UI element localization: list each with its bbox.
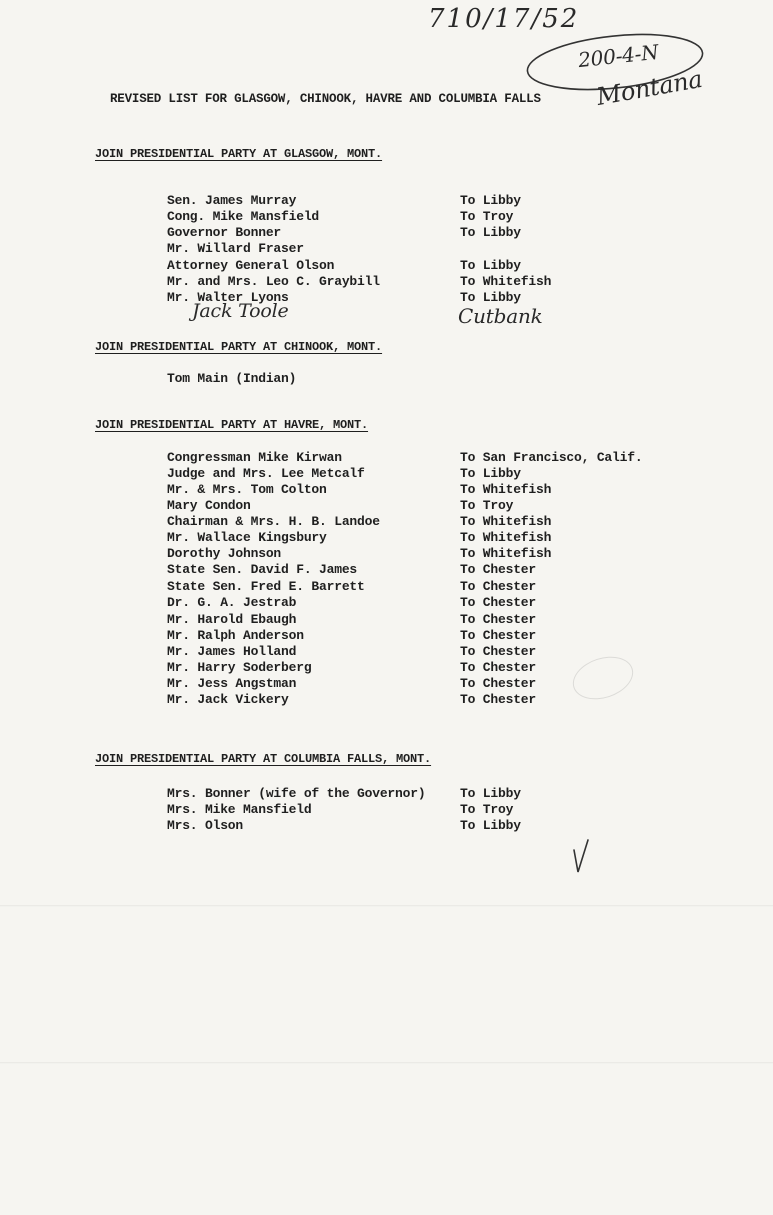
entry-name: Mrs. Bonner (wife of the Governor) [167, 786, 426, 801]
entry-destination: To Whitefish [460, 546, 552, 561]
entry-name: Sen. James Murray [167, 193, 297, 208]
entry-destination: To Chester [460, 595, 537, 610]
entry-name: Mr. and Mrs. Leo C. Graybill [167, 274, 380, 289]
entry-name: Chairman & Mrs. H. B. Landoe [167, 514, 380, 529]
entry-destination: To San Francisco, Calif. [460, 450, 643, 465]
entry-destination: To Libby [460, 290, 521, 305]
entry-name: Judge and Mrs. Lee Metcalf [167, 466, 365, 481]
handwritten-date: 710/17/52 [428, 4, 580, 34]
entry-destination: To Chester [460, 676, 537, 691]
section-heading-glasgow: JOIN PRESIDENTIAL PARTY AT GLASGOW, MONT. [95, 147, 383, 161]
entry-destination: To Whitefish [460, 514, 552, 529]
entry-destination: To Chester [460, 579, 537, 594]
entry-destination: To Chester [460, 612, 537, 627]
entry-name: Mary Condon [167, 498, 251, 513]
paper-fold [0, 905, 773, 907]
section-heading-chinook: JOIN PRESIDENTIAL PARTY AT CHINOOK, MONT. [95, 340, 383, 354]
entry-name: Congressman Mike Kirwan [167, 450, 342, 465]
entry-name: Mr. Jack Vickery [167, 692, 289, 707]
entry-name: Attorney General Olson [167, 258, 335, 273]
entry-destination: To Troy [460, 209, 514, 224]
page-title: REVISED LIST FOR GLASGOW, CHINOOK, HAVRE AND COLUMBIA FALLS [110, 92, 541, 106]
entry-destination: To Chester [460, 628, 537, 643]
entry-name: Mrs. Mike Mansfield [167, 802, 312, 817]
entry-name: State Sen. David F. James [167, 562, 358, 577]
entry-name: Dorothy Johnson [167, 546, 282, 561]
section-heading-columbia-falls: JOIN PRESIDENTIAL PARTY AT COLUMBIA FALLS, MONT. [95, 752, 432, 766]
handwritten-name: Jack Toole [192, 300, 289, 322]
entry-name: Mr. James Holland [167, 644, 297, 659]
entry-name: Cong. Mike Mansfield [167, 209, 320, 224]
entry-name: Dr. G. A. Jestrab [167, 595, 297, 610]
entry-name: Mr. Harold Ebaugh [167, 612, 297, 627]
entry-name: Mr. Jess Angstman [167, 676, 297, 691]
entry-destination: To Libby [460, 225, 521, 240]
handwritten-state-note: Montana [594, 64, 705, 112]
entry-destination: To Whitefish [460, 274, 552, 289]
handwritten-file-code: 200-4-N [576, 39, 660, 73]
entry-name: Tom Main (Indian) [167, 371, 297, 386]
entry-name: Mr. Willard Fraser [167, 241, 304, 256]
entry-destination: To Libby [460, 818, 521, 833]
entry-name: State Sen. Fred E. Barrett [167, 579, 365, 594]
entry-destination: To Troy [460, 802, 514, 817]
faint-stamp [567, 649, 638, 706]
entry-destination: To Whitefish [460, 530, 552, 545]
entry-name: Mr. Walter Lyons [167, 290, 289, 305]
entry-name: Governor Bonner [167, 225, 282, 240]
section-heading-havre: JOIN PRESIDENTIAL PARTY AT HAVRE, MONT. [95, 418, 369, 432]
entry-name: Mr. Harry Soderberg [167, 660, 312, 675]
entry-destination: To Chester [460, 660, 537, 675]
entry-name: Mr. & Mrs. Tom Colton [167, 482, 327, 497]
entry-destination: To Chester [460, 692, 537, 707]
check-mark-icon [570, 836, 594, 876]
entry-destination: To Libby [460, 786, 521, 801]
entry-destination: To Libby [460, 193, 521, 208]
entry-destination: To Chester [460, 562, 537, 577]
entry-destination: To Libby [460, 258, 521, 273]
entry-name: Mr. Ralph Anderson [167, 628, 304, 643]
handwritten-destination: Cutbank [458, 304, 543, 328]
entry-destination: To Troy [460, 498, 514, 513]
entry-destination: To Libby [460, 466, 521, 481]
paper-fold [0, 1062, 773, 1064]
entry-name: Mr. Wallace Kingsbury [167, 530, 327, 545]
entry-name: Mrs. Olson [167, 818, 244, 833]
entry-destination: To Whitefish [460, 482, 552, 497]
entry-destination: To Chester [460, 644, 537, 659]
